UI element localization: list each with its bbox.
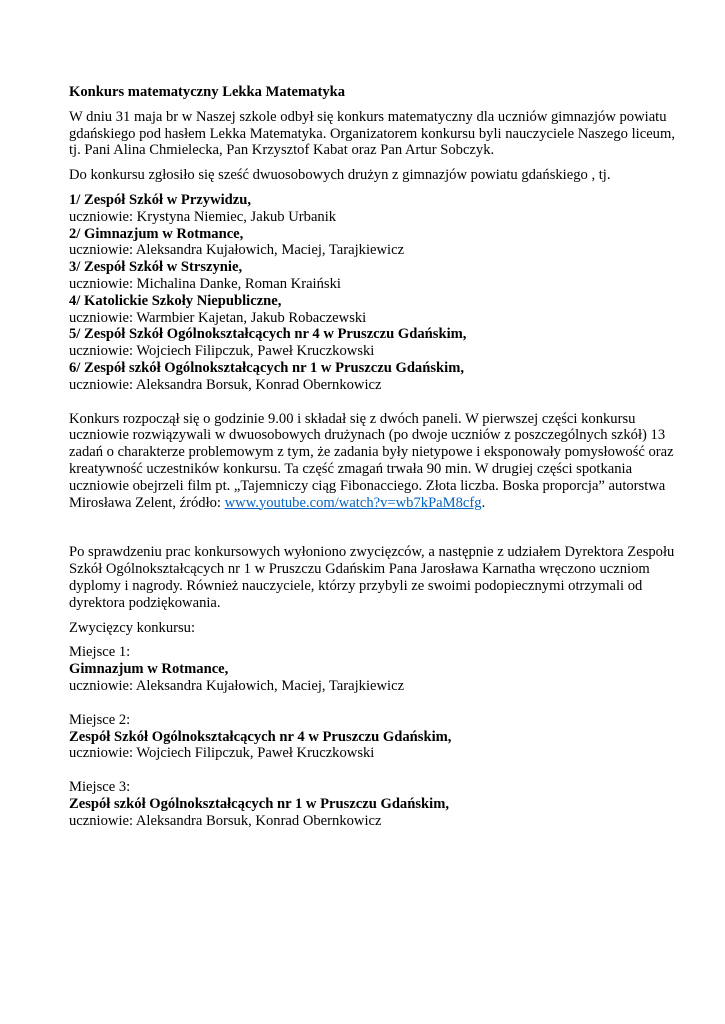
teams-list	[69, 192, 689, 394]
team-school: 5/ Zespół Szkół Ogólnokształcących nr 4 w Pruszczu Gdańskim,	[69, 326, 467, 343]
winner-place: Miejsce 2:	[69, 711, 131, 728]
team-school: 3/ Zespół Szkół w Strszynie,	[69, 259, 243, 276]
course-text: Konkurs rozpoczął się o godzinie 9.00 i składał się z dwóch paneli. W pierwszej części konkursu uczniowie rozwiązywali w dwuosobowych drużynach (po dwoje uczniów z poszczególnych szkół) 13 zadań o charakterze problemowym z tym, że zadania były nietypowe i eksponowały pomysłowość oraz kreatywność uczestników konkursu. Ta część zmagań trwała 90 min. W drugiej części spotkania uczniowie obejrzeli film pt. „Tajemniczy ciąg Fibonacciego. Złota liczba. Boska proporcja” autorstwa Mirosława Zelent, źródło:	[69, 410, 674, 511]
team-students: uczniowie: Wojciech Filipczuk, Paweł Kruczkowski	[69, 343, 375, 360]
team-school: 2/ Gimnazjum w Rotmance,	[69, 225, 244, 242]
winner-students: uczniowie: Aleksandra Kujałowich, Maciej, Tarajkiewicz	[69, 677, 405, 694]
team-school: 1/ Zespół Szkół w Przywidzu,	[69, 191, 252, 208]
winner-entry	[69, 779, 689, 829]
winner-school: Zespół Szkół Ogólnokształcących nr 4 w Pruszczu Gdańskim,	[69, 728, 452, 745]
team-students: uczniowie: Aleksandra Kujałowich, Maciej, Tarajkiewicz	[69, 242, 405, 259]
course-end: .	[481, 494, 486, 511]
team-students: uczniowie: Michalina Danke, Roman Kraiński	[69, 275, 341, 292]
document-page	[69, 84, 689, 829]
awards-paragraph: Po sprawdzeniu prac konkursowych wyłoniono zwycięzców, a następnie z udziałem Dyrektora Zespołu Szkół Ogólnokształcących nr 1 w Pruszczu Gdańskim Pana Jarosława Karnatha wręczono uczniom dyplomy i nagrody. Również nauczyciele, którzy przybyli ze swoimi podopiecznymi otrzymali od dyrektora podziękowania.	[69, 544, 675, 611]
team-school: 4/ Katolickie Szkoły Niepubliczne,	[69, 292, 282, 309]
team-students: uczniowie: Aleksandra Borsuk, Konrad Obernkowicz	[69, 376, 382, 393]
winner-entry	[69, 712, 689, 762]
winner-students: uczniowie: Wojciech Filipczuk, Paweł Kruczkowski	[69, 745, 375, 762]
intro-paragraph: W dniu 31 maja br w Naszej szkole odbył się konkurs matematyczny dla uczniów gimnazjów powiatu gdańskiego pod hasłem Lekka Matematyka. Organizatorem konkursu byli nauczyciele Naszego liceum, tj. Pani Alina Chmielecka, Pan Krzysztof Kabat oraz Pan Artur Sobczyk.	[69, 108, 675, 159]
document-title: Konkurs matematyczny Lekka Matematyka	[69, 84, 346, 100]
team-students: uczniowie: Krystyna Niemiec, Jakub Urbanik	[69, 208, 337, 225]
teams-intro-paragraph: Do konkursu zgłosiło się sześć dwuosobowych drużyn z gimnazjów powiatu gdańskiego , tj.	[69, 167, 611, 184]
team-students: uczniowie: Warmbier Kajetan, Jakub Robaczewski	[69, 309, 367, 326]
team-school: 6/ Zespół szkół Ogólnokształcących nr 1 w Pruszczu Gdańskim,	[69, 359, 465, 376]
winner-students: uczniowie: Aleksandra Borsuk, Konrad Obernkowicz	[69, 812, 382, 829]
winner-place: Miejsce 1:	[69, 644, 131, 661]
winner-entry	[69, 644, 689, 694]
video-link[interactable]: www.youtube.com/watch?v=wb7kPaM8cfg	[224, 494, 482, 511]
winner-place: Miejsce 3:	[69, 779, 131, 796]
winners-heading: Zwycięzcy konkursu:	[69, 619, 196, 636]
winner-school: Zespół szkół Ogólnokształcących nr 1 w Pruszczu Gdańskim,	[69, 795, 450, 812]
course-paragraph	[69, 411, 689, 512]
winner-school: Gimnazjum w Rotmance,	[69, 661, 229, 678]
